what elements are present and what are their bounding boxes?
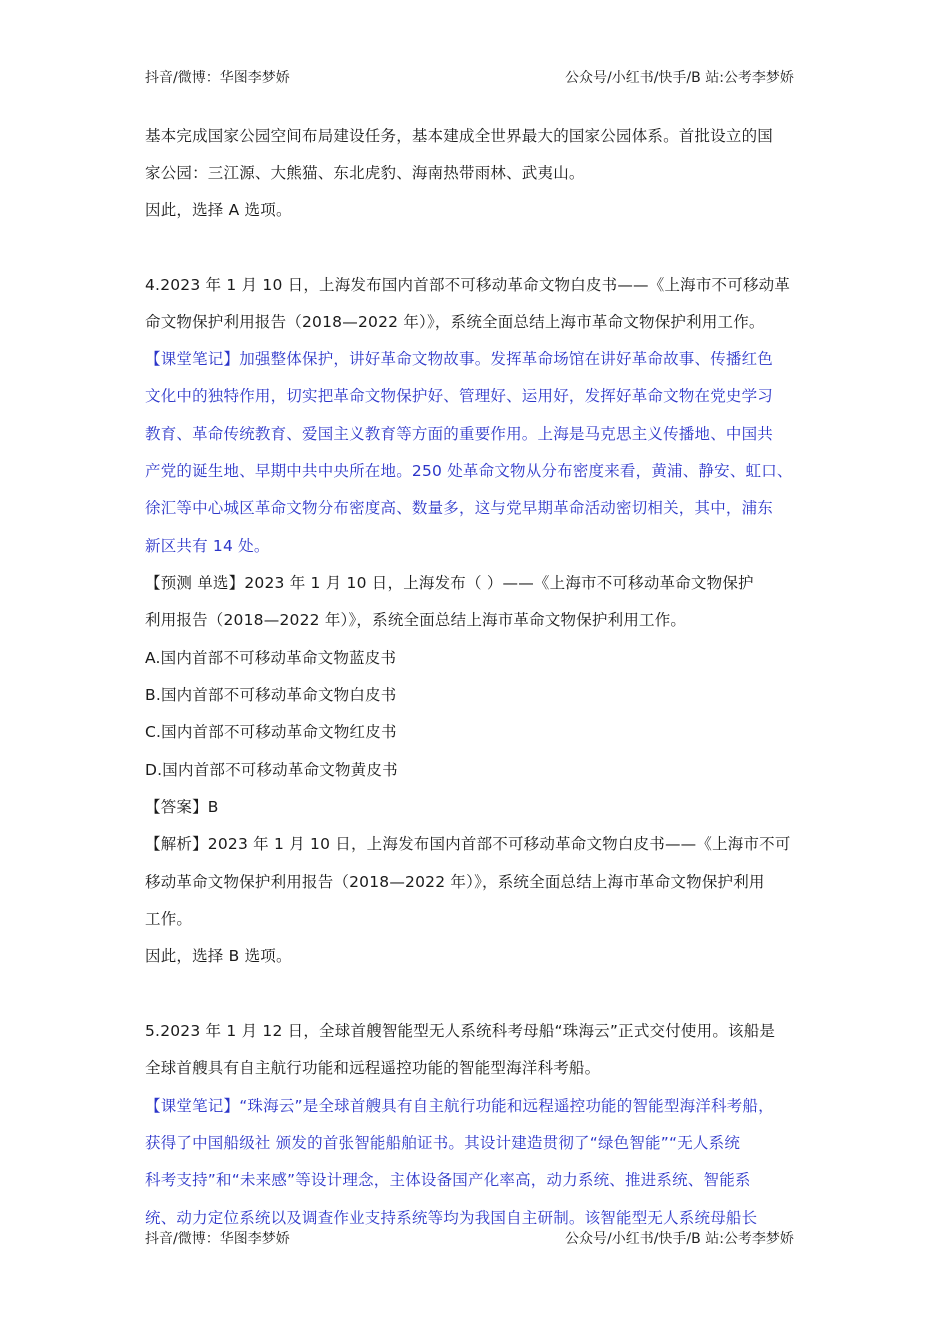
q4-class-note-line: 新区共有 14 处。 <box>145 537 270 555</box>
answer-line: 【答案】B <box>145 798 219 816</box>
explanation-line: 移动革命文物保护利用报告（2018—2022 年）》，系统全面总结上海市革命文物保护利用 <box>145 873 765 891</box>
footer-left-text: 抖音/微博：华图李梦娇 <box>145 1231 290 1247</box>
q5-class-note-line: 【课堂笔记】“珠海云”是全球首艘具有自主航行功能和远程遥控功能的智能型海洋科考船， <box>145 1097 774 1115</box>
explanation-line: 【解析】2023 年 1 月 10 日，上海发布国内首部不可移动革命文物白皮书——《上海市不可 <box>145 835 791 853</box>
q5-class-note-line: 获得了中国船级社 颁发的首张智能船舶证书。其设计建造贯彻了“绿色智能”“无人系统 <box>145 1134 741 1152</box>
q4-class-note-line: 教育、革命传统教育、爱国主义教育等方面的重要作用。上海是马克思主义传播地、中国共 <box>145 425 774 443</box>
paragraph-line: 基本完成国家公园空间布局建设任务，基本建成全世界最大的国家公园体系。首批设立的国 <box>145 127 774 145</box>
conclusion-line: 因此，选择 B 选项。 <box>145 947 292 965</box>
question-4-line: 4.2023 年 1 月 10 日，上海发布国内首部不可移动革命文物白皮书——《上海市不可移动革 <box>145 276 791 294</box>
footer-right-text: 公众号/小红书/快手/B 站:公考李梦娇 <box>565 1231 794 1247</box>
question-5-line: 全球首艘具有自主航行功能和远程遥控功能的智能型海洋科考船。 <box>145 1059 601 1077</box>
option-c: C.国内首部不可移动革命文物红皮书 <box>145 723 397 741</box>
q4-class-note-line: 【课堂笔记】加强整体保护，讲好革命文物故事。发挥革命场馆在讲好革命故事、传播红色 <box>145 350 774 368</box>
header-right-text: 公众号/小红书/快手/B 站:公考李梦娇 <box>565 70 794 86</box>
option-a: A.国内首部不可移动革命文物蓝皮书 <box>145 649 397 667</box>
paragraph-line: 家公园：三江源、大熊猫、东北虎豹、海南热带雨林、武夷山。 <box>145 164 585 182</box>
q4-prediction-line: 【预测 单选】2023 年 1 月 10 日，上海发布（ ）——《上海市不可移动革命文物保护 <box>145 574 754 592</box>
q4-class-note-line: 徐汇等中心城区革命文物分布密度高、数量多，这与党早期革命活动密切相关，其中，浦东 <box>145 499 774 517</box>
q5-class-note-line: 科考支持”和“未来感”等设计理念，主体设备国产化率高，动力系统、推进系统、智能系 <box>145 1171 751 1189</box>
explanation-line: 工作。 <box>145 910 193 928</box>
question-5-line: 5.2023 年 1 月 12 日，全球首艘智能型无人系统科考母船“珠海云”正式交付使用。该船是 <box>145 1022 776 1040</box>
question-4-line: 命文物保护利用报告（2018—2022 年）》，系统全面总结上海市革命文物保护利用工作。 <box>145 313 765 331</box>
q4-class-note-line: 文化中的独特作用，切实把革命文物保护好、管理好、运用好，发挥好革命文物在党史学习 <box>145 387 774 405</box>
option-b: B.国内首部不可移动革命文物白皮书 <box>145 686 397 704</box>
header-left-text: 抖音/微博：华图李梦娇 <box>145 70 290 86</box>
paragraph-line: 因此，选择 A 选项。 <box>145 201 292 219</box>
q4-class-note-line: 产党的诞生地、早期中共中央所在地。250 处革命文物从分布密度来看，黄浦、静安、虹口、 <box>145 462 793 480</box>
q4-prediction-line: 利用报告（2018—2022 年）》，系统全面总结上海市革命文物保护利用工作。 <box>145 611 687 629</box>
option-d: D.国内首部不可移动革命文物黄皮书 <box>145 761 398 779</box>
q5-class-note-line: 统、动力定位系统以及调查作业支持系统等均为我国自主研制。该智能型无人系统母船长 <box>145 1209 758 1227</box>
